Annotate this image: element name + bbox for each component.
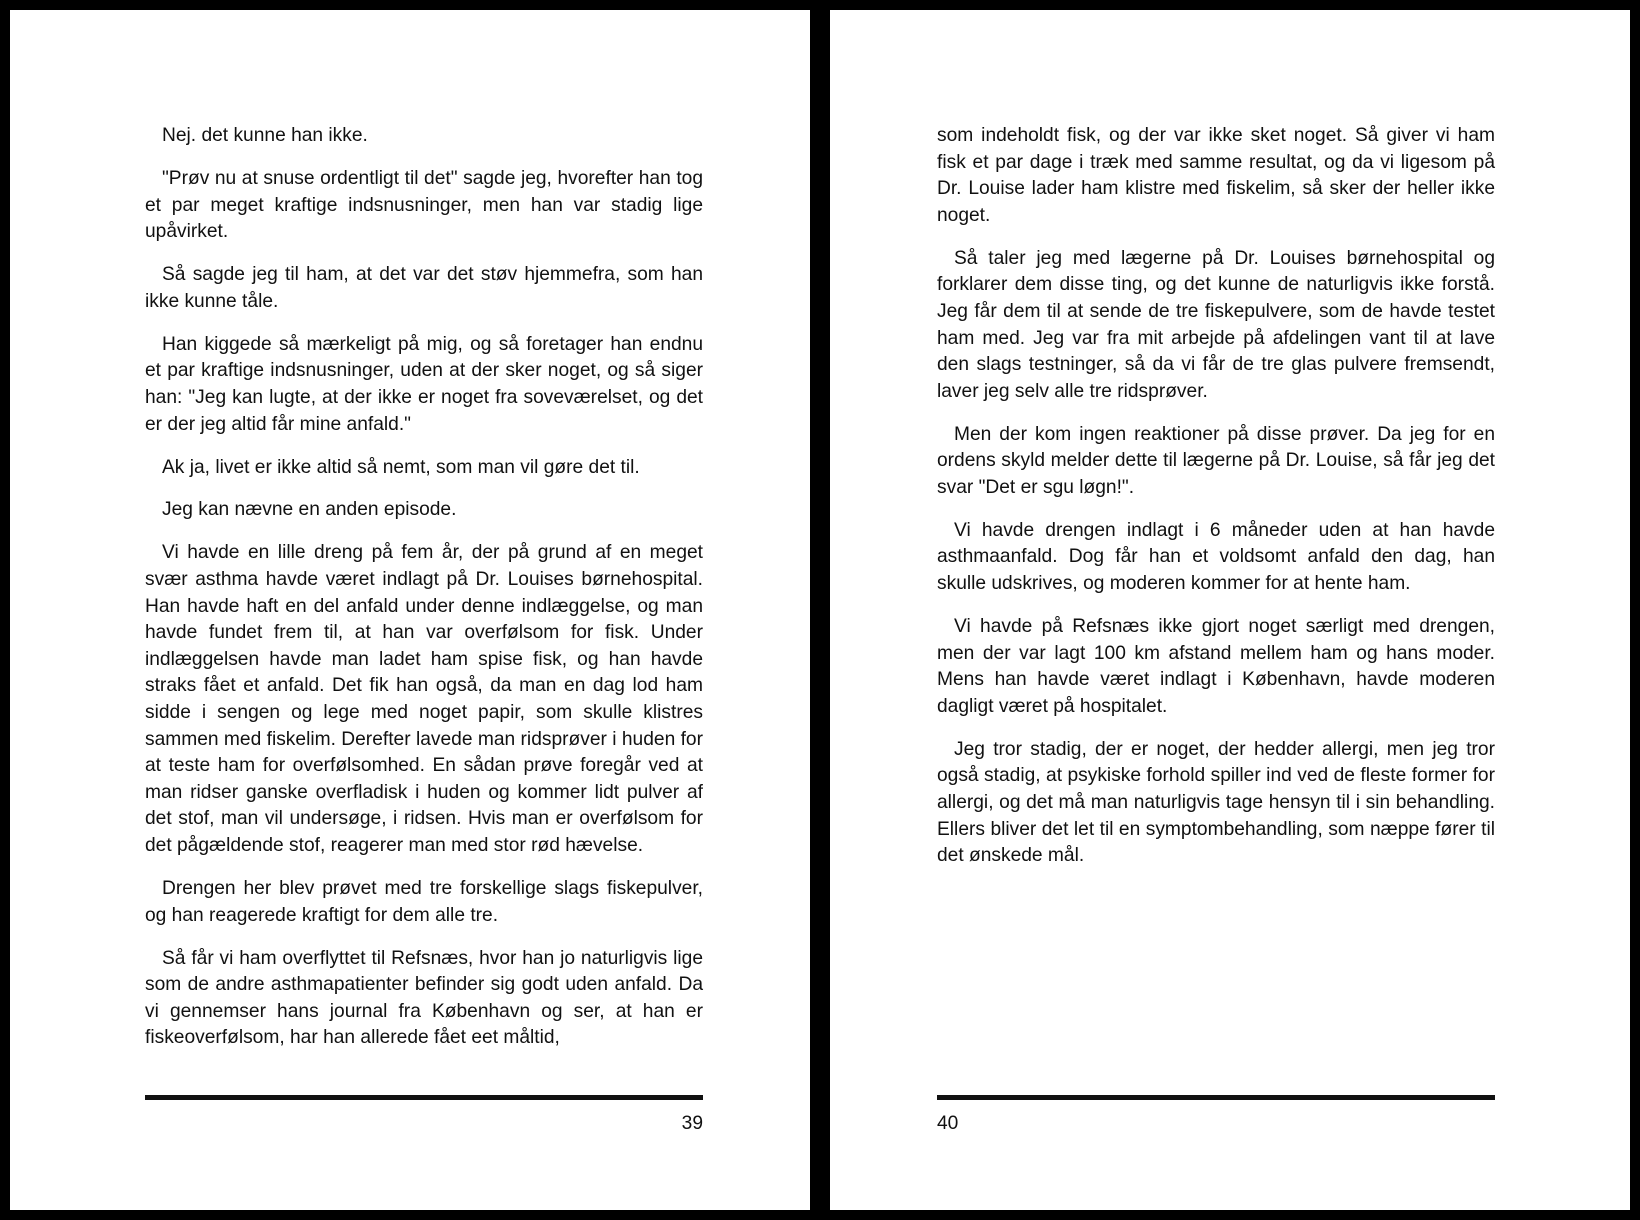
paragraph: Vi havde drengen indlagt i 6 måneder uden at han havde asthmaanfald. Dog får han et voldsomt anfald den dag, han skulle udskrives, og moderen kommer for at hente ham. — [937, 519, 1495, 595]
paragraph: Ak ja, livet er ikke altid så nemt, som man vil gøre det til. — [162, 456, 640, 478]
left-page-text — [145, 123, 703, 1068]
paragraph: Nej. det kunne han ikke. — [162, 125, 368, 146]
paragraph: Men der kom ingen reaktioner på disse prøver. Da jeg for en ordens skyld melder dette til lægerne på Dr. Louise, så får jeg det svar "Det er sgu løgn!". — [937, 423, 1495, 498]
paragraph: Så får vi ham overflyttet til Refsnæs, hvor han jo naturligvis lige som de andre asthmapatienter befinder sig godt uden anfald. Da vi gennemser hans journal fra København og ser, at han er fiskeoverfølsom, har han allerede fået eet måltid, — [145, 947, 703, 1049]
page-number: 40 — [937, 1113, 959, 1134]
paragraph: Han kiggede så mærkeligt på mig, og så foretager han endnu et par kraftige indsnusninger, uden at der sker noget, og så siger han: "Jeg kan lugte, at der ikke er noget fra soveværelset, og det er der jeg altid får mine anfald." — [145, 333, 703, 435]
paragraph: som indeholdt fisk, og der var ikke sket noget. Så giver vi ham fisk et par dage i træk med samme resultat, og da vi ligesom på Dr. Louise lader ham klistre med fiskelim, så sker der heller ikke noget. — [937, 125, 1495, 226]
page-number: 39 — [681, 1113, 703, 1134]
footer-rule — [145, 1095, 703, 1100]
paragraph: Vi havde på Refsnæs ikke gjort noget særligt med drengen, men der var lagt 100 km afstand mellem ham og hans moder. Mens han havde været indlagt i København, havde moderen dagligt været på hospitalet. — [937, 616, 1495, 717]
paragraph: Drengen her blev prøvet med tre forskellige slags fiskepulver, og han reagerede kraftigt for dem alle tre. — [145, 877, 703, 926]
paragraph: Jeg kan nævne en anden episode. — [162, 499, 457, 521]
right-page — [830, 10, 1630, 1210]
footer-rule — [937, 1095, 1495, 1100]
paragraph: "Prøv nu at snuse ordentligt til det" sagde jeg, hvorefter han tog et par meget kraftige indsnusninger, men han var stadig lige upåvirket. — [145, 167, 703, 243]
paragraph: Jeg tror stadig, der er noget, der hedder allergi, men jeg tror også stadig, at psykiske forhold spiller ind ved de fleste former for allergi, og det må man naturligvis tage hensyn til i sin behandling. Ellers bliver det let til en symptombehandling, som næppe fører til det ønskede mål. — [937, 738, 1495, 867]
paragraph: Vi havde en lille dreng på fem år, der på grund af en meget svær asthma havde været indlagt på Dr. Louises børnehospital. Han havde haft en del anfald under denne indlæggelse, og man havde fundet frem til, at han var overfølsom for fisk. Under indlæggelsen havde man ladet ham spise fisk, og han havde straks fået et anfald. Det fik han også, da man en dag lod ham sidde i sengen og lege med noget papir, som skulle klistres sammen med fiskelim. Derefter lavede man ridsprøver i huden for at teste ham for overfølsomhed. En sådan prøve foregår ved at man ridser ganske overfladisk i huden og kommer lidt pulver af det stof, man vil undersøge, i ridsen. Hvis man er overfølsom for det pågældende stof, reagerer man med stor rød hævelse. — [145, 542, 703, 856]
right-page-text — [937, 123, 1495, 886]
paragraph: Så sagde jeg til ham, at det var det støv hjemmefra, som han ikke kunne tåle. — [145, 264, 703, 312]
paragraph: Så taler jeg med lægerne på Dr. Louises børnehospital og forklarer dem disse ting, og det kunne de naturligvis ikke forstå. Jeg får dem til at sende de tre fiskepulvere, som de havde testet ham med. Jeg var fra mit arbejde på afdelingen vant til at lave den slags testninger, så da vi får de tre glas pulvere fremsendt, laver jeg selv alle tre ridsprøver. — [937, 247, 1495, 402]
left-page — [10, 10, 810, 1210]
